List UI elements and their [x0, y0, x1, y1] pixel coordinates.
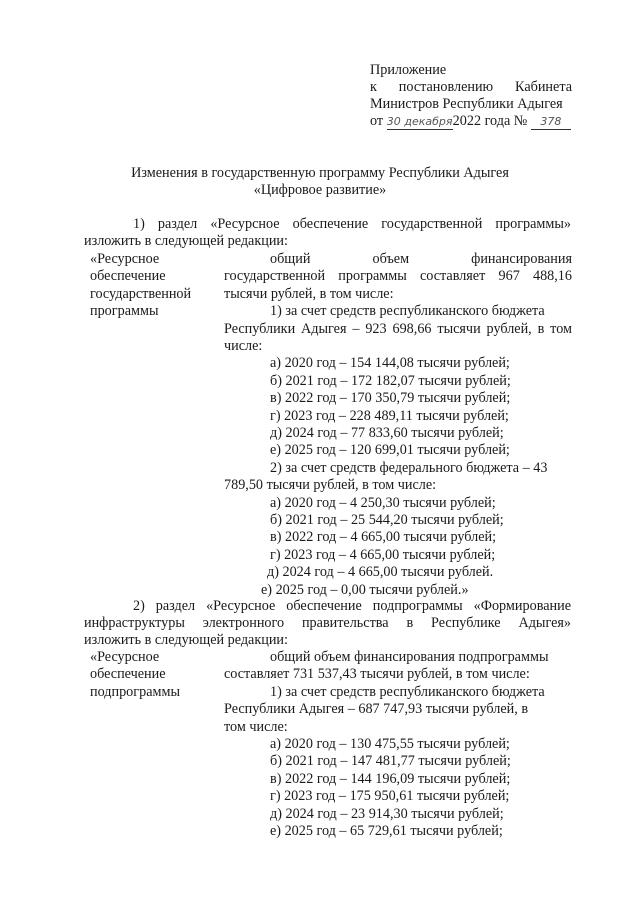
appendix-ministers: Министров Республики Адыгея [370, 96, 563, 112]
resource-text-line: в) 2022 год – 4 665,00 тысячи рублей; [270, 529, 497, 546]
doc-number: 378 [540, 115, 562, 128]
resource-label-line: обеспечение [90, 666, 166, 683]
resource-text-line: 789,50 тысячи рублей, в том числе: [224, 477, 437, 494]
resource-text-line: е) 2025 год – 120 699,01 тысячи рублей; [270, 442, 510, 459]
resource-text-line: б) 2021 год – 25 544,20 тысячи рублей; [270, 512, 504, 528]
resource-text-line: д) 2024 год – 23 914,30 тысячи рублей; [270, 805, 504, 822]
resource-text-line: г) 2023 год – 228 489,11 тысячи рублей; [270, 407, 509, 424]
resource-text-line: д) 2024 год – 4 665,00 тысячи рублей. [267, 564, 494, 581]
resource-text-line: Республики Адыгея – 687 747,93 тысячи рублей, в [224, 701, 529, 718]
appendix-resolution: к постановлению Кабинета [370, 79, 572, 95]
date-handwritten [387, 114, 453, 130]
section1-intro-line1: 1) раздел «Ресурсное обеспечение государственной программы» [133, 216, 571, 232]
resource-label-line: государственной [90, 285, 192, 302]
resource-text-line: в) 2022 год – 144 196,09 тысячи рублей; [270, 770, 511, 787]
date-year: 2022 года № [452, 113, 528, 129]
resource-text-line: г) 2023 год – 175 950,61 тысячи рублей; [270, 788, 510, 805]
section1-intro-line2: изложить в следующей редакции: [84, 233, 288, 249]
document-title-line2: «Цифровое развитие» [253, 182, 387, 198]
resource-label-line: «Ресурсное [90, 251, 160, 267]
resource-text-line: б) 2021 год – 147 481,77 тысячи рублей; [270, 753, 511, 770]
date-month: декабря [404, 115, 453, 128]
resource-text-line: Республики Адыгея – 923 698,66 тысячи рублей, в том [224, 320, 572, 337]
resource-text-line: составляет 731 537,43 тысячи рублей, в том числе: [224, 666, 530, 683]
appendix-label: Приложение [370, 62, 447, 78]
resource-text-line: а) 2020 год – 4 250,30 тысячи рублей; [270, 494, 496, 511]
resource-text-line: б) 2021 год – 172 182,07 тысячи рублей; [270, 372, 511, 389]
resource-text-line: е) 2025 год – 0,00 тысячи рублей.» [261, 581, 469, 598]
section2-intro-line3: изложить в следующей редакции: [84, 632, 288, 648]
resource-text-line: том числе: [224, 718, 288, 735]
resource-text-line: д) 2024 год – 77 833,60 тысячи рублей; [270, 425, 504, 441]
date-day: 30 [386, 115, 401, 128]
resource-text-line: е) 2025 год – 65 729,61 тысячи рублей; [270, 823, 503, 839]
resource-text-line: государственной программы составляет 967 488,16 [224, 268, 572, 285]
resource-label-line: подпрограммы [90, 683, 180, 700]
section2-intro-line1: 2) раздел «Ресурсное обеспечение подпрограммы «Формирование [133, 598, 571, 614]
resource-text-line: 1) за счет средств республиканского бюджета [270, 303, 545, 320]
resource-text-line: общий объем финансирования подпрограммы [270, 649, 549, 665]
resource-text-line: г) 2023 год – 4 665,00 тысячи рублей; [270, 546, 496, 563]
doc-number-underline [531, 114, 571, 130]
resource-text-line: а) 2020 год – 154 144,08 тысячи рублей; [270, 355, 510, 372]
document-title-line1: Изменения в государственную программу Республики Адыгея [131, 165, 509, 181]
resource-text-line: общий объем финансирования [270, 251, 572, 267]
resource-text-line: 1) за счет средств республиканского бюджета [270, 683, 545, 700]
resource-label-line: обеспечение [90, 268, 166, 285]
resource-text-line: тысячи рублей, в том числе: [224, 285, 394, 302]
resource-text-line: а) 2020 год – 130 475,55 тысячи рублей; [270, 736, 510, 752]
date-prefix: от [370, 113, 384, 129]
resource-text-line: 2) за счет средств федерального бюджета – 43 [270, 459, 548, 476]
resource-label-line: «Ресурсное [90, 649, 160, 665]
resource-text-line: в) 2022 год – 170 350,79 тысячи рублей; [270, 390, 511, 407]
resource-text-line: числе: [224, 338, 263, 354]
resource-label-line: программы [90, 303, 159, 320]
section2-intro-line2: инфраструктуры электронного правительства в Республике Адыгея» [84, 615, 571, 631]
appendix-date-line [370, 113, 571, 130]
